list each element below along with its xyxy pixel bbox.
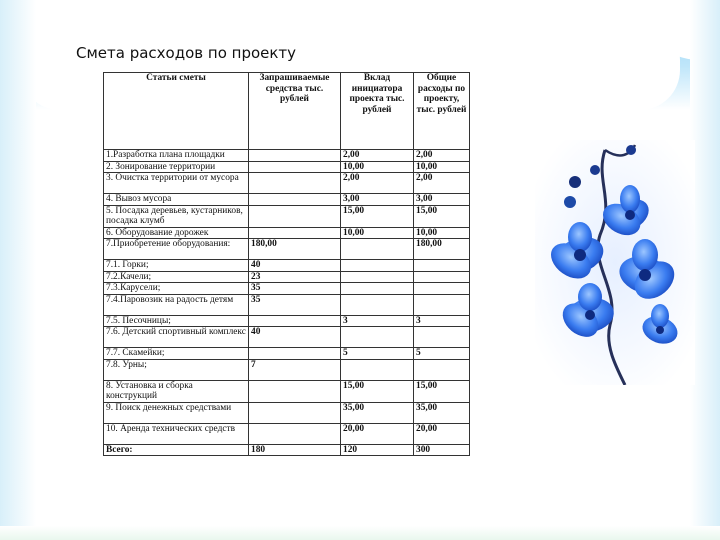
orchid-bud <box>569 176 581 188</box>
item-cell: 7.6. Детский спортивный комплекс <box>104 327 249 348</box>
orchid-bud <box>626 145 636 155</box>
contribution-cell: 15,00 <box>341 380 414 402</box>
table-row <box>104 173 470 194</box>
table-row <box>104 260 470 272</box>
requested-cell: 35 <box>249 283 341 295</box>
requested-cell <box>249 150 341 162</box>
contribution-cell <box>341 327 414 348</box>
table-row <box>104 423 470 444</box>
total-cell: 15,00 <box>414 205 470 227</box>
requested-cell: 180,00 <box>249 239 341 260</box>
orchid-illustration <box>535 140 695 385</box>
total-cell: 20,00 <box>414 423 470 444</box>
item-cell: 10. Аренда технических средств <box>104 423 249 444</box>
budget-table <box>103 72 470 456</box>
requested-cell <box>249 173 341 194</box>
total-cell: 180,00 <box>414 239 470 260</box>
total-cell: 5 <box>414 348 470 360</box>
contribution-cell <box>341 271 414 283</box>
table-row <box>104 283 470 295</box>
header-cell: Запрашиваемые средства тыс. рублей <box>249 73 341 150</box>
table-row <box>104 239 470 260</box>
contribution-cell: 120 <box>341 444 414 456</box>
item-cell: 9. Поиск денежных средствами <box>104 402 249 423</box>
table-row <box>104 194 470 206</box>
grass-strip <box>0 526 720 540</box>
item-cell: 7.5. Песочницы; <box>104 315 249 327</box>
side-glow-left <box>0 0 36 540</box>
total-cell: 35,00 <box>414 402 470 423</box>
item-cell: 5. Посадка деревьев, кустарников, посадка клумб <box>104 205 249 227</box>
total-cell: 3 <box>414 315 470 327</box>
header-cell: Вклад инициатора проекта тыс. рублей <box>341 73 414 150</box>
requested-cell <box>249 161 341 173</box>
slide-title: Смета расходов по проекту <box>76 44 297 62</box>
table-row <box>104 359 470 380</box>
table-row <box>104 205 470 227</box>
table-row <box>104 348 470 360</box>
total-cell <box>414 260 470 272</box>
table-row <box>104 444 470 456</box>
item-cell: 7.4.Паровозик на радость детям <box>104 294 249 315</box>
table-row <box>104 327 470 348</box>
total-cell <box>414 271 470 283</box>
contribution-cell: 3,00 <box>341 194 414 206</box>
total-cell <box>414 283 470 295</box>
table-row <box>104 150 470 162</box>
total-cell: 2,00 <box>414 173 470 194</box>
contribution-cell: 3 <box>341 315 414 327</box>
requested-cell: 23 <box>249 271 341 283</box>
item-cell: 2. Зонирование территории <box>104 161 249 173</box>
item-cell: 1.Разработка плана площадки <box>104 150 249 162</box>
table-row <box>104 227 470 239</box>
total-cell: 300 <box>414 444 470 456</box>
header-cell: Статьи сметы <box>104 73 249 150</box>
item-cell: 8. Установка и сборка конструкций <box>104 380 249 402</box>
contribution-cell <box>341 283 414 295</box>
requested-cell <box>249 348 341 360</box>
item-cell: 7.8. Урны; <box>104 359 249 380</box>
item-cell: 6. Оборудование дорожек <box>104 227 249 239</box>
contribution-cell <box>341 260 414 272</box>
table-row <box>104 402 470 423</box>
requested-cell <box>249 380 341 402</box>
table-row <box>104 294 470 315</box>
table-row <box>104 380 470 402</box>
requested-cell <box>249 194 341 206</box>
total-cell: 2,00 <box>414 150 470 162</box>
requested-cell: 40 <box>249 260 341 272</box>
total-cell: 10,00 <box>414 161 470 173</box>
contribution-cell <box>341 239 414 260</box>
total-cell <box>414 294 470 315</box>
contribution-cell: 2,00 <box>341 150 414 162</box>
table-row <box>104 271 470 283</box>
item-cell: Всего: <box>104 444 249 456</box>
requested-cell <box>249 423 341 444</box>
requested-cell: 7 <box>249 359 341 380</box>
orchid-bud <box>590 165 600 175</box>
requested-cell: 40 <box>249 327 341 348</box>
contribution-cell: 20,00 <box>341 423 414 444</box>
contribution-cell: 35,00 <box>341 402 414 423</box>
requested-cell <box>249 205 341 227</box>
contribution-cell: 10,00 <box>341 227 414 239</box>
header-cell: Общие расходы по проекту, тыс. рублей <box>414 73 470 150</box>
total-cell <box>414 327 470 348</box>
item-cell: 7.2.Качели; <box>104 271 249 283</box>
requested-cell <box>249 402 341 423</box>
requested-cell <box>249 315 341 327</box>
requested-cell: 180 <box>249 444 341 456</box>
orchid-bud <box>564 196 576 208</box>
item-cell: 7.1. Горки; <box>104 260 249 272</box>
item-cell: 4. Вывоз мусора <box>104 194 249 206</box>
total-cell: 3,00 <box>414 194 470 206</box>
table-header-row <box>104 73 470 150</box>
total-cell: 15,00 <box>414 380 470 402</box>
total-cell: 10,00 <box>414 227 470 239</box>
contribution-cell <box>341 359 414 380</box>
table-row <box>104 315 470 327</box>
requested-cell <box>249 227 341 239</box>
contribution-cell: 2,00 <box>341 173 414 194</box>
item-cell: 7.7. Скамейки; <box>104 348 249 360</box>
table-row <box>104 161 470 173</box>
contribution-cell <box>341 294 414 315</box>
table-body <box>104 150 470 456</box>
budget-table-container <box>103 72 470 456</box>
contribution-cell: 15,00 <box>341 205 414 227</box>
total-cell <box>414 359 470 380</box>
contribution-cell: 10,00 <box>341 161 414 173</box>
requested-cell: 35 <box>249 294 341 315</box>
item-cell: 7.3.Карусели; <box>104 283 249 295</box>
item-cell: 7.Приобретение оборудования: <box>104 239 249 260</box>
contribution-cell: 5 <box>341 348 414 360</box>
item-cell: 3. Очистка территории от мусора <box>104 173 249 194</box>
